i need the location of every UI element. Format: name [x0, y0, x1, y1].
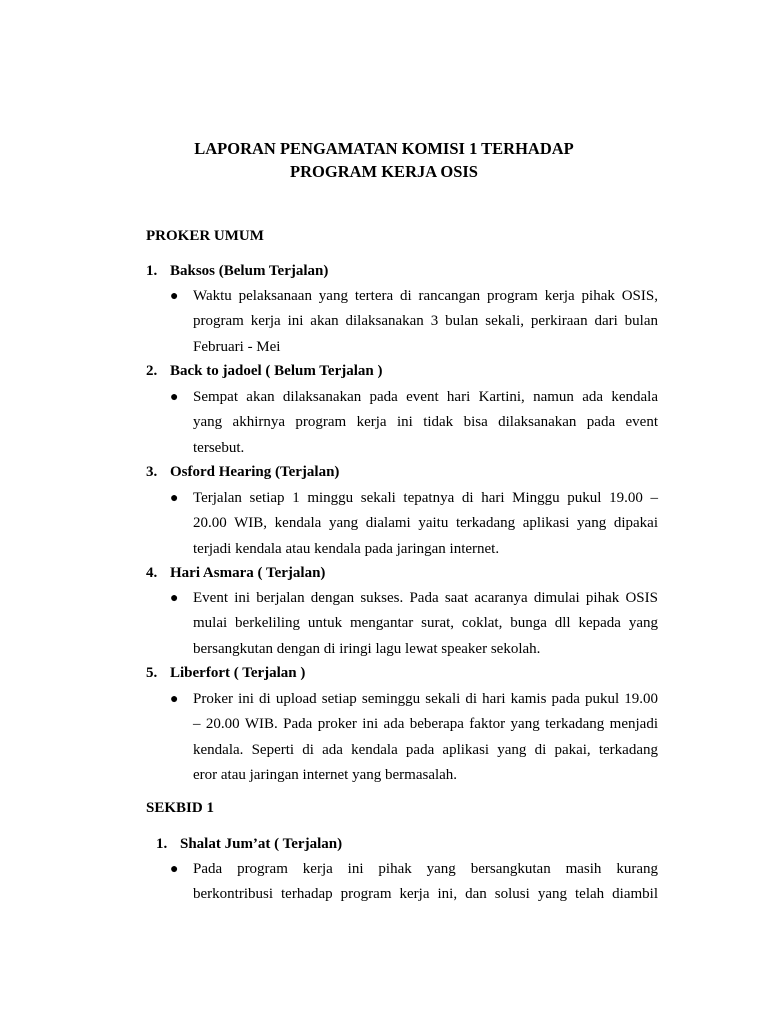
item-title: Osford Hearing (Terjalan) [170, 464, 340, 480]
bullet-line: kendala. Seperti di ada kendala pada aplikasi yang di pakai, terkadang [193, 741, 658, 758]
bullet-line: berkontribusi terhadap program kerja ini, dan solusi yang telah diambil [193, 886, 658, 903]
section-heading-sekbid-1: SEKBID 1 [146, 800, 214, 816]
bullet-dot-icon: ● [170, 692, 179, 707]
bullet-line: Waktu pelaksanaan yang tertera di rancangan program kerja pihak OSIS, [193, 288, 658, 304]
bullet-line: Februari - Mei [193, 338, 281, 355]
bullet-dot-icon: ● [170, 491, 179, 506]
item-title: Shalat Jum’at ( Terjalan) [180, 836, 343, 852]
item-number: 3. [146, 464, 158, 480]
bullet-text [193, 385, 658, 461]
item-heading [146, 563, 325, 583]
item-number: 1. [156, 836, 168, 852]
bullet-line: bersangkutan dengan di iringi lagu lewat speaker sekolah. [193, 640, 541, 657]
item-title: Baksos (Belum Terjalan) [170, 263, 329, 279]
bullet-text [193, 857, 658, 908]
item-title: Hari Asmara ( Terjalan) [170, 565, 326, 581]
bullet-line: yang akhirnya program kerja ini tidak bisa dilaksanakan pada event [193, 414, 658, 431]
bullet-dot-icon: ● [170, 390, 179, 405]
bullet-line: – 20.00 WIB. Pada proker ini ada beberapa faktor yang terkadang menjadi [193, 716, 658, 733]
bullet-line: tersebut. [193, 439, 245, 456]
item-title: Liberfort ( Terjalan ) [170, 665, 306, 681]
bullet-line: Proker ini di upload setiap seminggu sekali di hari kamis pada pukul 19.00 [193, 691, 658, 707]
section-heading-proker-umum: PROKER UMUM [146, 228, 264, 244]
bullet-line: mulai berkeliling untuk mengantar surat, coklat, bunga dll kepada yang [193, 615, 658, 632]
bullet-line: Terjalan setiap 1 minggu sekali tepatnya di hari Minggu pukul 19.00 – [193, 490, 658, 506]
bullet-dot-icon: ● [170, 289, 179, 304]
item-heading [146, 663, 305, 683]
item-number: 2. [146, 363, 158, 379]
bullet-text [193, 687, 658, 788]
bullet-line: Event ini berjalan dengan sukses. Pada saat acaranya dimulai pihak OSIS [193, 590, 658, 606]
bullet-dot-icon: ● [170, 591, 179, 606]
item-title: Back to jadoel ( Belum Terjalan ) [170, 363, 383, 379]
document-title-line-2: PROGRAM KERJA OSIS [290, 162, 478, 181]
bullet-dot-icon: ● [170, 862, 179, 877]
item-number: 5. [146, 665, 158, 681]
item-heading [156, 834, 342, 854]
item-heading [146, 462, 339, 482]
bullet-line: 20.00 WIB, kendala yang dialami yaitu terkadang aplikasi yang dipakai [193, 515, 658, 532]
item-heading [146, 361, 383, 381]
bullet-line: program kerja ini akan dilaksanakan 3 bulan sekali, perkiraan dari bulan [193, 313, 658, 330]
document-title-line-1: LAPORAN PENGAMATAN KOMISI 1 TERHADAP [194, 139, 574, 158]
item-number: 1. [146, 263, 158, 279]
bullet-line: eror atau jaringan internet yang bermasalah. [193, 766, 458, 783]
item-number: 4. [146, 565, 158, 581]
bullet-line: terjadi kendala atau kendala pada jaringan internet. [193, 540, 500, 557]
bullet-text [193, 486, 658, 562]
bullet-line: Pada program kerja ini pihak yang bersangkutan masih kurang [193, 861, 658, 877]
bullet-text [193, 586, 658, 662]
bullet-text [193, 284, 658, 360]
bullet-line: Sempat akan dilaksanakan pada event hari Kartini, namun ada kendala [193, 389, 658, 405]
item-heading [146, 261, 328, 281]
